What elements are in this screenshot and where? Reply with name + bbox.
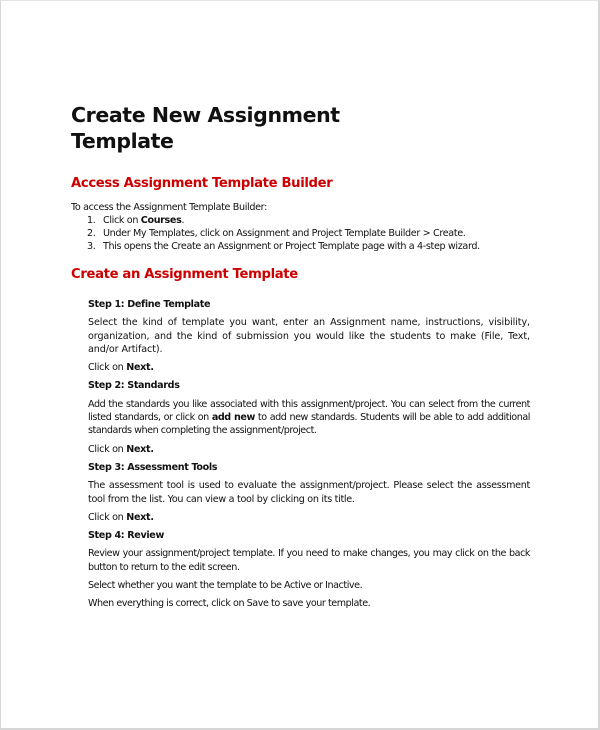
access-intro: To access the Assignment Template Builder: [71, 202, 267, 213]
list-item [87, 227, 480, 240]
step-1-click-next [88, 361, 530, 374]
step-4-title: Step 4: Review [88, 530, 164, 542]
access-steps-list [87, 214, 480, 253]
step-3-body: The assessment tool is used to evaluate the assignment/project. Please select the assessment tool from the list. You can view a tool by clicking on its title. [88, 480, 530, 505]
list-text: Under My Templates, click on Assignment and Project Template Builder > Create. [103, 228, 466, 239]
step-3-click-next [88, 511, 530, 524]
create-steps [88, 298, 530, 616]
list-item [87, 214, 480, 227]
list-number: 1. [87, 215, 96, 226]
list-text: This opens the Create an Assignment or Project Template page with a 4-step wizard. [103, 241, 480, 252]
add-new-label: add new [211, 412, 255, 424]
step-2-body-before: Add the standards you like associated with this assignment/project. You can select from the current listed standards, or click on [88, 398, 530, 424]
list-item [87, 240, 480, 253]
step-1-title: Step 1: Define Template [88, 299, 211, 310]
section-heading-access: Access Assignment Template Builder [71, 176, 333, 191]
step-4-body-3: When everything is correct, click on Save to save your template. [88, 598, 371, 610]
list-text-suffix: . [181, 215, 185, 226]
step-4-body: Review your assignment/project template. If you need to make changes, you may click on the back button to return to the edit screen. [88, 548, 530, 573]
list-number: 3. [87, 241, 96, 252]
section-heading-create: Create an Assignment Template [71, 267, 298, 282]
step-2-click-next [88, 443, 530, 456]
next-label: Next. [126, 362, 154, 374]
list-text [103, 214, 184, 227]
next-label: Next. [126, 443, 154, 455]
list-number: 2. [87, 228, 96, 239]
step-4-body-2: Select whether you want the template to be Active or Inactive. [88, 580, 363, 592]
click-prefix: Click on [88, 362, 127, 374]
page-title: Create New Assignment Template [71, 103, 340, 153]
list-text-prefix: Click on [103, 215, 141, 226]
next-label: Next. [126, 511, 154, 523]
step-1-body: Select the kind of template you want, enter an Assignment name, instructions, visibility, organization, and the kind of submission you would like the students to make (File, Text, and/or Artifact). [88, 317, 530, 355]
courses-label: Courses [140, 215, 182, 226]
step-2-body [88, 398, 530, 438]
step-2-title: Step 2: Standards [88, 380, 180, 392]
step-2-body-after: to add new standards. Students will be able to add additional standards when completing the assignment/project. [88, 412, 530, 437]
step-3-title: Step 3: Assessment Tools [88, 461, 218, 473]
click-prefix: Click on [88, 443, 127, 455]
click-prefix: Click on [88, 511, 127, 523]
